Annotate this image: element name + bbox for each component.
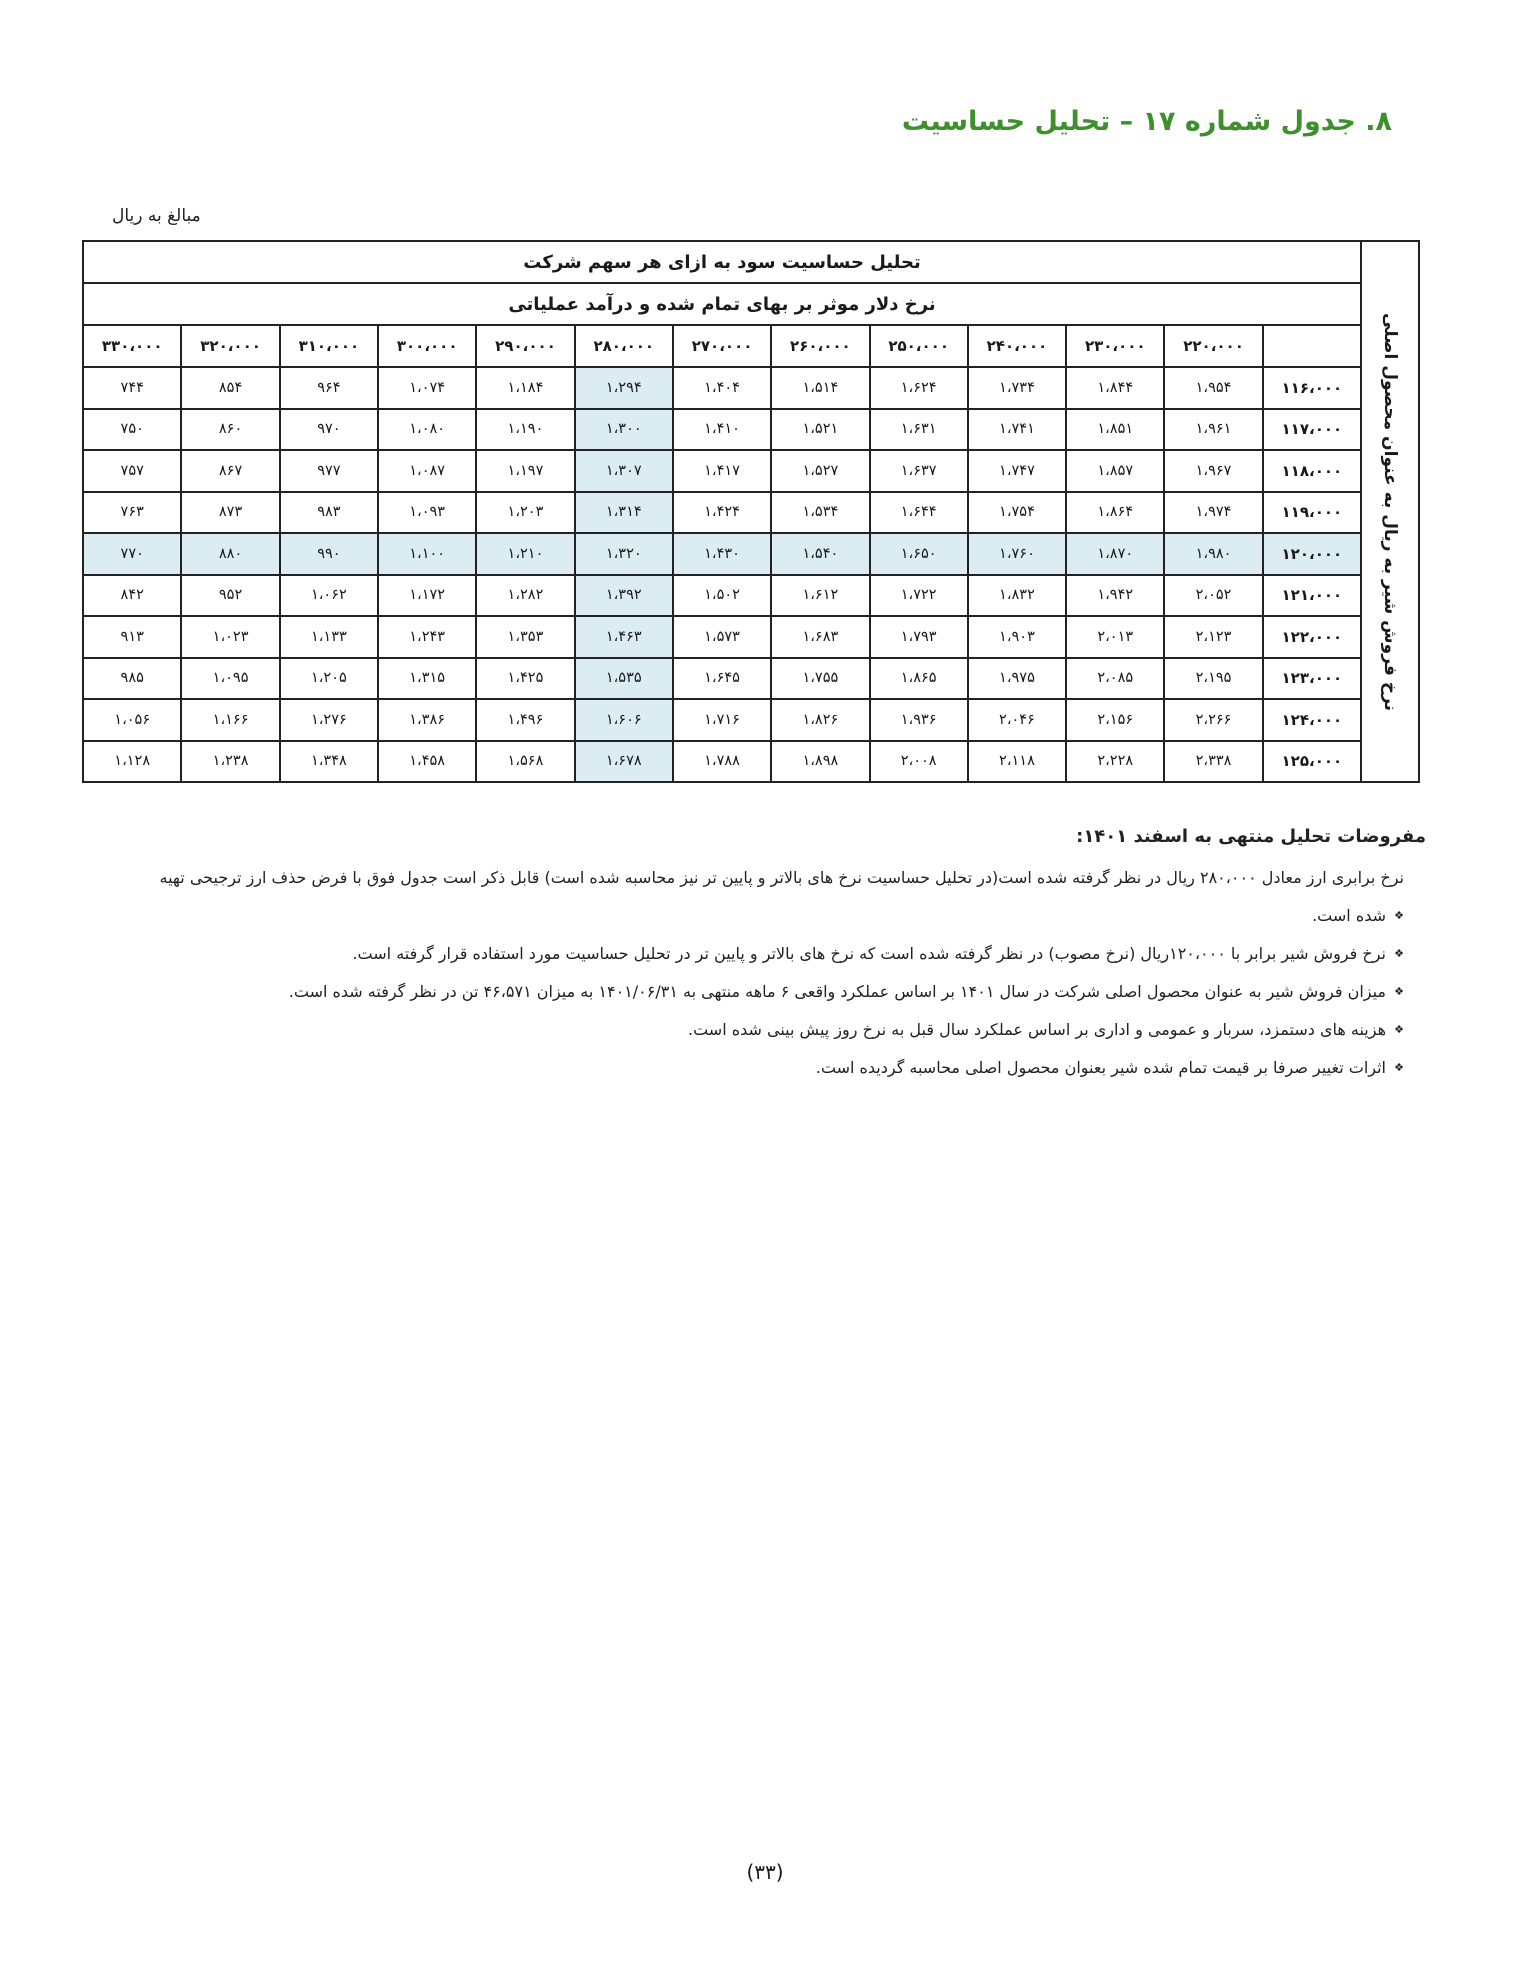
column-header-row [83,325,1419,367]
table-cell: ۱،۷۱۶ [673,699,771,741]
table-cell: ۹۷۰ [280,409,378,451]
row-label: ۱۲۴،۰۰۰ [1263,699,1361,741]
page-number: (۳۳) [746,1860,784,1884]
table-cell: ۲،۳۳۸ [1164,741,1262,783]
table-title: تحلیل حساسیت سود به ازای هر سهم شرکت [83,241,1361,283]
table-cell: ۱،۶۲۴ [870,367,968,409]
table-cell: ۱،۱۶۶ [181,699,279,741]
table-cell: ۱،۰۹۳ [378,492,476,534]
table-cell: ۱،۶۵۰ [870,533,968,575]
table-cell: ۱،۱۰۰ [378,533,476,575]
table-cell: ۲،۰۸۵ [1066,658,1164,700]
assumption-item: ❖ شده است. [96,897,1404,935]
table-cell: ۱،۳۸۶ [378,699,476,741]
table-cell: ۱،۱۸۴ [476,367,574,409]
column-header: ۲۸۰،۰۰۰ [575,325,673,367]
table-cell: ۱،۳۴۸ [280,741,378,783]
table-cell: ۱،۲۹۴ [575,367,673,409]
table-row [83,699,1419,741]
table-row [83,575,1419,617]
table-cell: ۲،۲۲۸ [1066,741,1164,783]
assumptions-intro: نرخ برابری ارز معادل ۲۸۰،۰۰۰ ریال در نظر گرفته شده است(در تحلیل حساسیت نرخ های بالاتر و پایین تر نیز محاسبه شده است) قابل ذکر است جدول فوق با فرض حذف ارز ترجیحی تهیه [159,868,1404,887]
table-cell: ۱،۲۳۸ [181,741,279,783]
column-header: ۲۲۰،۰۰۰ [1164,325,1262,367]
table-cell: ۱،۹۰۳ [968,616,1066,658]
table-subtitle: نرخ دلار موثر بر بهای تمام شده و درآمد عملیاتی [83,283,1361,325]
table-cell: ۱،۵۳۴ [771,492,869,534]
column-header: ۳۲۰،۰۰۰ [181,325,279,367]
row-axis-label-cell [1361,241,1419,782]
table-cell: ۱،۱۹۰ [476,409,574,451]
table-cell: ۹۶۴ [280,367,378,409]
assumptions-list [96,897,1426,1087]
table-cell: ۱،۷۲۲ [870,575,968,617]
table-cell: ۱،۳۱۴ [575,492,673,534]
table-cell: ۸۶۷ [181,450,279,492]
table-cell: ۱،۶۸۳ [771,616,869,658]
assumption-item: ❖ هزینه های دستمزد، سربار و عمومی و اداری بر اساس عملکرد سال قبل به نرخ روز پیش بینی شده است. [96,1011,1404,1049]
table-cell: ۱،۶۴۴ [870,492,968,534]
table-cell: ۷۵۰ [83,409,181,451]
table-cell: ۱،۷۹۳ [870,616,968,658]
table-cell: ۲،۰۱۳ [1066,616,1164,658]
table-cell: ۱،۹۶۷ [1164,450,1262,492]
table-cell: ۱،۱۷۲ [378,575,476,617]
table-cell: ۸۷۳ [181,492,279,534]
table-cell: ۱،۶۳۱ [870,409,968,451]
table-cell: ۲،۱۹۵ [1164,658,1262,700]
table-cell: ۷۴۴ [83,367,181,409]
column-header: ۳۱۰،۰۰۰ [280,325,378,367]
table-cell: ۱،۵۳۵ [575,658,673,700]
table-cell: ۱،۱۲۸ [83,741,181,783]
assumption-item: ❖ اثرات تغییر صرفا بر قیمت تمام شده شیر بعنوان محصول اصلی محاسبه گردیده است. [96,1049,1404,1087]
table-cell: ۱،۰۶۲ [280,575,378,617]
table-cell: ۱،۶۴۵ [673,658,771,700]
table-cell: ۱،۸۶۵ [870,658,968,700]
row-label: ۱۱۸،۰۰۰ [1263,450,1361,492]
table-cell: ۱،۸۳۲ [968,575,1066,617]
table-cell: ۸۸۰ [181,533,279,575]
table-cell: ۸۴۲ [83,575,181,617]
row-label: ۱۱۶،۰۰۰ [1263,367,1361,409]
table-cell: ۱،۰۹۵ [181,658,279,700]
table-cell: ۱،۴۱۷ [673,450,771,492]
table-row [83,367,1419,409]
table-cell: ۱،۴۰۴ [673,367,771,409]
table-row [83,450,1419,492]
table-cell: ۱،۴۶۳ [575,616,673,658]
table-cell: ۱،۴۲۵ [476,658,574,700]
table-cell: ۱،۲۱۰ [476,533,574,575]
table-cell: ۱،۹۵۴ [1164,367,1262,409]
table-cell: ۱،۷۴۷ [968,450,1066,492]
table-row [83,409,1419,451]
column-header: ۲۳۰،۰۰۰ [1066,325,1164,367]
row-label: ۱۲۲،۰۰۰ [1263,616,1361,658]
table-cell: ۱،۵۲۱ [771,409,869,451]
column-header: ۳۰۰،۰۰۰ [378,325,476,367]
table-cell: ۱،۵۴۰ [771,533,869,575]
table-cell: ۹۵۲ [181,575,279,617]
table-cell: ۱،۸۲۶ [771,699,869,741]
table-cell: ۸۵۴ [181,367,279,409]
table-cell: ۱،۸۷۰ [1066,533,1164,575]
assumption-item: ❖ نرخ فروش شیر برابر با ۱۲۰،۰۰۰ریال (نرخ مصوب) در نظر گرفته شده است که نرخ های بالاتر و پایین تر در تحلیل حساسیت مورد استفاده قرار گرفته است. [96,935,1404,973]
row-label: ۱۲۵،۰۰۰ [1263,741,1361,783]
table-cell: ۱،۸۵۱ [1066,409,1164,451]
section-title: ۸. جدول شماره ۱۷ – تحلیل حساسیت [901,106,1392,137]
table-cell: ۱،۹۸۰ [1164,533,1262,575]
table-row [83,492,1419,534]
table-row [83,616,1419,658]
row-label: ۱۱۹،۰۰۰ [1263,492,1361,534]
table-cell: ۱،۴۱۰ [673,409,771,451]
column-header: ۲۷۰،۰۰۰ [673,325,771,367]
table-cell: ۹۸۵ [83,658,181,700]
table-cell: ۱،۲۴۳ [378,616,476,658]
sensitivity-table [82,240,1420,783]
row-label: ۱۲۳،۰۰۰ [1263,658,1361,700]
units-note: مبالغ به ریال [112,206,201,226]
table-cell: ۱،۱۳۳ [280,616,378,658]
table-row [83,533,1419,575]
table-cell: ۹۹۰ [280,533,378,575]
table-cell: ۱،۷۵۵ [771,658,869,700]
row-label: ۱۱۷،۰۰۰ [1263,409,1361,451]
table-cell: ۲،۱۵۶ [1066,699,1164,741]
table-cell: ۱،۰۸۰ [378,409,476,451]
table-cell: ۲،۰۰۸ [870,741,968,783]
table-cell: ۱،۳۵۳ [476,616,574,658]
table-cell: ۱،۵۱۴ [771,367,869,409]
corner-cell [1263,325,1361,367]
table-cell: ۹۷۷ [280,450,378,492]
table-cell: ۱،۰۷۴ [378,367,476,409]
table-cell: ۲،۱۱۸ [968,741,1066,783]
table-cell: ۱،۸۵۷ [1066,450,1164,492]
table-cell: ۱،۳۰۷ [575,450,673,492]
table-title-row [83,241,1419,283]
table-cell: ۹۸۳ [280,492,378,534]
table-cell: ۲،۰۴۶ [968,699,1066,741]
table-cell: ۱،۶۳۷ [870,450,968,492]
assumption-item: ❖ میزان فروش شیر به عنوان محصول اصلی شرکت در سال ۱۴۰۱ بر اساس عملکرد واقعی ۶ ماهه منتهی به ۱۴۰۱/۰۶/۳۱ به میزان ۴۶،۵۷۱ تن در نظر گرفته شده است. [96,973,1404,1011]
table-cell: ۱،۴۹۶ [476,699,574,741]
column-header: ۲۴۰،۰۰۰ [968,325,1066,367]
table-cell: ۱،۹۶۱ [1164,409,1262,451]
table-cell: ۱،۸۹۸ [771,741,869,783]
table-cell: ۱،۵۰۲ [673,575,771,617]
table-cell: ۱،۴۲۴ [673,492,771,534]
table-cell: ۱،۶۱۲ [771,575,869,617]
table-cell: ۲،۰۵۲ [1164,575,1262,617]
assumptions-heading: مفروضات تحلیل منتهی به اسفند ۱۴۰۱: [1076,826,1426,847]
table-cell: ۱،۳۹۲ [575,575,673,617]
table-cell: ۱،۰۵۶ [83,699,181,741]
table-cell: ۷۵۷ [83,450,181,492]
table-cell: ۱،۰۸۷ [378,450,476,492]
table-cell: ۱،۳۲۰ [575,533,673,575]
table-cell: ۱،۲۰۳ [476,492,574,534]
table-cell: ۱،۹۷۴ [1164,492,1262,534]
table-cell: ۲،۱۲۳ [1164,616,1262,658]
table-cell: ۱،۹۳۶ [870,699,968,741]
table-cell: ۱،۷۳۴ [968,367,1066,409]
table-cell: ۱،۷۶۰ [968,533,1066,575]
table-cell: ۱،۴۵۸ [378,741,476,783]
table-cell: ۱،۷۴۱ [968,409,1066,451]
table-cell: ۱،۷۵۴ [968,492,1066,534]
table-cell: ۹۱۳ [83,616,181,658]
table-cell: ۱،۲۸۲ [476,575,574,617]
column-header: ۲۵۰،۰۰۰ [870,325,968,367]
table-row [83,658,1419,700]
table-row [83,741,1419,783]
table-cell: ۱،۲۷۶ [280,699,378,741]
table-cell: ۱،۵۷۳ [673,616,771,658]
table-cell: ۱،۵۲۷ [771,450,869,492]
table-cell: ۱،۳۱۵ [378,658,476,700]
table-cell: ۱،۱۹۷ [476,450,574,492]
table-cell: ۱،۹۴۲ [1066,575,1164,617]
column-header: ۲۶۰،۰۰۰ [771,325,869,367]
column-header: ۳۳۰،۰۰۰ [83,325,181,367]
table-cell: ۲،۲۶۶ [1164,699,1262,741]
table-cell: ۱،۶۰۶ [575,699,673,741]
table-cell: ۱،۹۷۵ [968,658,1066,700]
row-label: ۱۲۱،۰۰۰ [1263,575,1361,617]
row-label: ۱۲۰،۰۰۰ [1263,533,1361,575]
assumptions-section [96,826,1426,1087]
table-subtitle-row [83,283,1419,325]
table-cell: ۱،۸۶۴ [1066,492,1164,534]
table-cell: ۱،۵۶۸ [476,741,574,783]
table-cell: ۷۶۳ [83,492,181,534]
row-axis-label: نرخ فروش شیر به ریال به عنوان محصول اصلی [1380,312,1400,711]
column-header: ۲۹۰،۰۰۰ [476,325,574,367]
table-cell: ۱،۶۷۸ [575,741,673,783]
table-cell: ۷۷۰ [83,533,181,575]
table-cell: ۱،۸۴۴ [1066,367,1164,409]
table-cell: ۱،۰۲۳ [181,616,279,658]
table-cell: ۱،۲۰۵ [280,658,378,700]
table-cell: ۱،۷۸۸ [673,741,771,783]
table-cell: ۸۶۰ [181,409,279,451]
table-cell: ۱،۳۰۰ [575,409,673,451]
table-cell: ۱،۴۳۰ [673,533,771,575]
